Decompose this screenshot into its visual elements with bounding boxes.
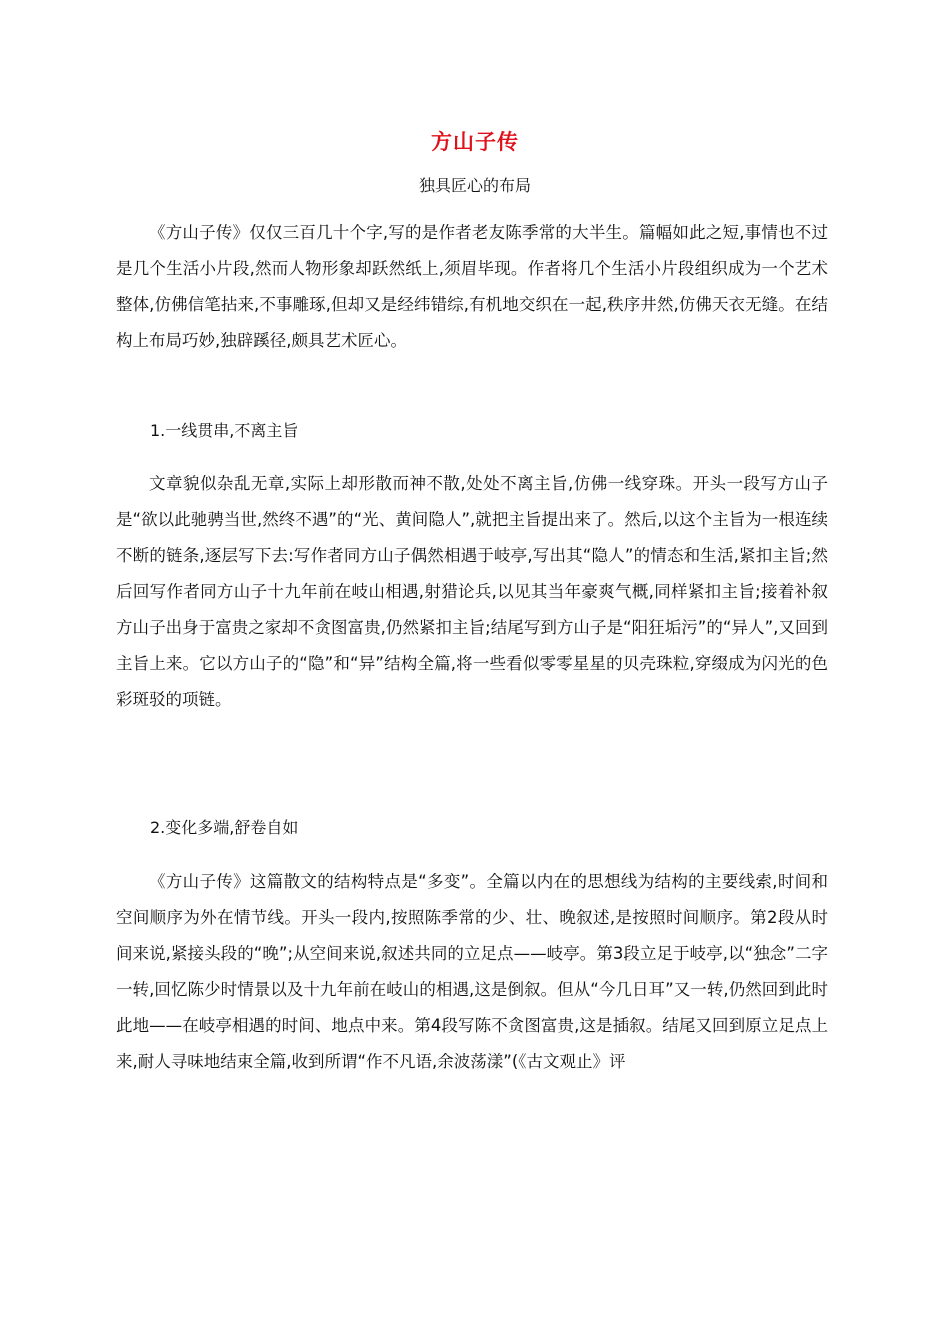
page-subtitle: 独具匠心的布局 (418, 176, 531, 195)
paragraph-intro: 《方山子传》仅仅三百几十个字,写的是作者老友陈季常的大半生。篇幅如此之短,事情也不过是几个生活小片段,然而人物形象却跃然纸上,须眉毕现。作者将几个生活小片段组织成为一个艺术整体,仿佛信笔拈来,不事雕琢,但却又是经纬错综,有机地交织在一起,秩序井然,仿佛天衣无缝。在结构上布局巧妙,独辟蹊径,颇具艺术匠心。 (116, 223, 828, 350)
paragraph-section-2: 《方山子传》这篇散文的结构特点是“多变”。全篇以内在的思想线为结构的主要线索,时间和空间顺序为外在情节线。开头一段内,按照陈季常的少、壮、晚叙述,是按照时间顺序。第2段从时间来说,紧接头段的“晚”;从空间来说,叙述共同的立足点——岐亭。第3段立足于岐亭,以“独念”二字一转,回忆陈少时情景以及十九年前在岐山的相遇,这是倒叙。但从“今几日耳”又一转,仍然回到此时此地——在岐亭相遇的时间、地点中来。第4段写陈不贪图富贵,这是插叙。结尾又回到原立足点上来,耐人寻味地结束全篇,收到所谓“作不凡语,余波荡漾”(《古文观止》评 (116, 872, 828, 1071)
paragraph-section-1: 文章貌似杂乱无章,实际上却形散而神不散,处处不离主旨,仿佛一线穿珠。开头一段写方山子是“欲以此驰骋当世,然终不遇”的“光、黄间隐人”,就把主旨提出来了。然后,以这个主旨为一根连续不断的链条,逐层写下去:写作者同方山子偶然相遇于岐亭,写出其“隐人”的情态和生活,紧扣主旨;然后回写作者同方山子十九年前在岐山相遇,射猎论兵,以见其当年豪爽气概,同样紧扣主旨;接着补叙方山子出身于富贵之家却不贪图富贵,仍然紧扣主旨;结尾写到方山子是“阳狂垢污”的“异人”,又回到主旨上来。它以方山子的“隐”和“异”结构全篇,将一些看似零零星星的贝壳珠粒,穿缀成为闪光的色彩斑驳的项链。 (116, 474, 828, 709)
section-heading-2: 2.变化多端,舒卷自如 (150, 818, 299, 837)
page-title: 方山子传 (431, 130, 519, 154)
section-heading-1: 1.一线贯串,不离主旨 (150, 421, 299, 440)
